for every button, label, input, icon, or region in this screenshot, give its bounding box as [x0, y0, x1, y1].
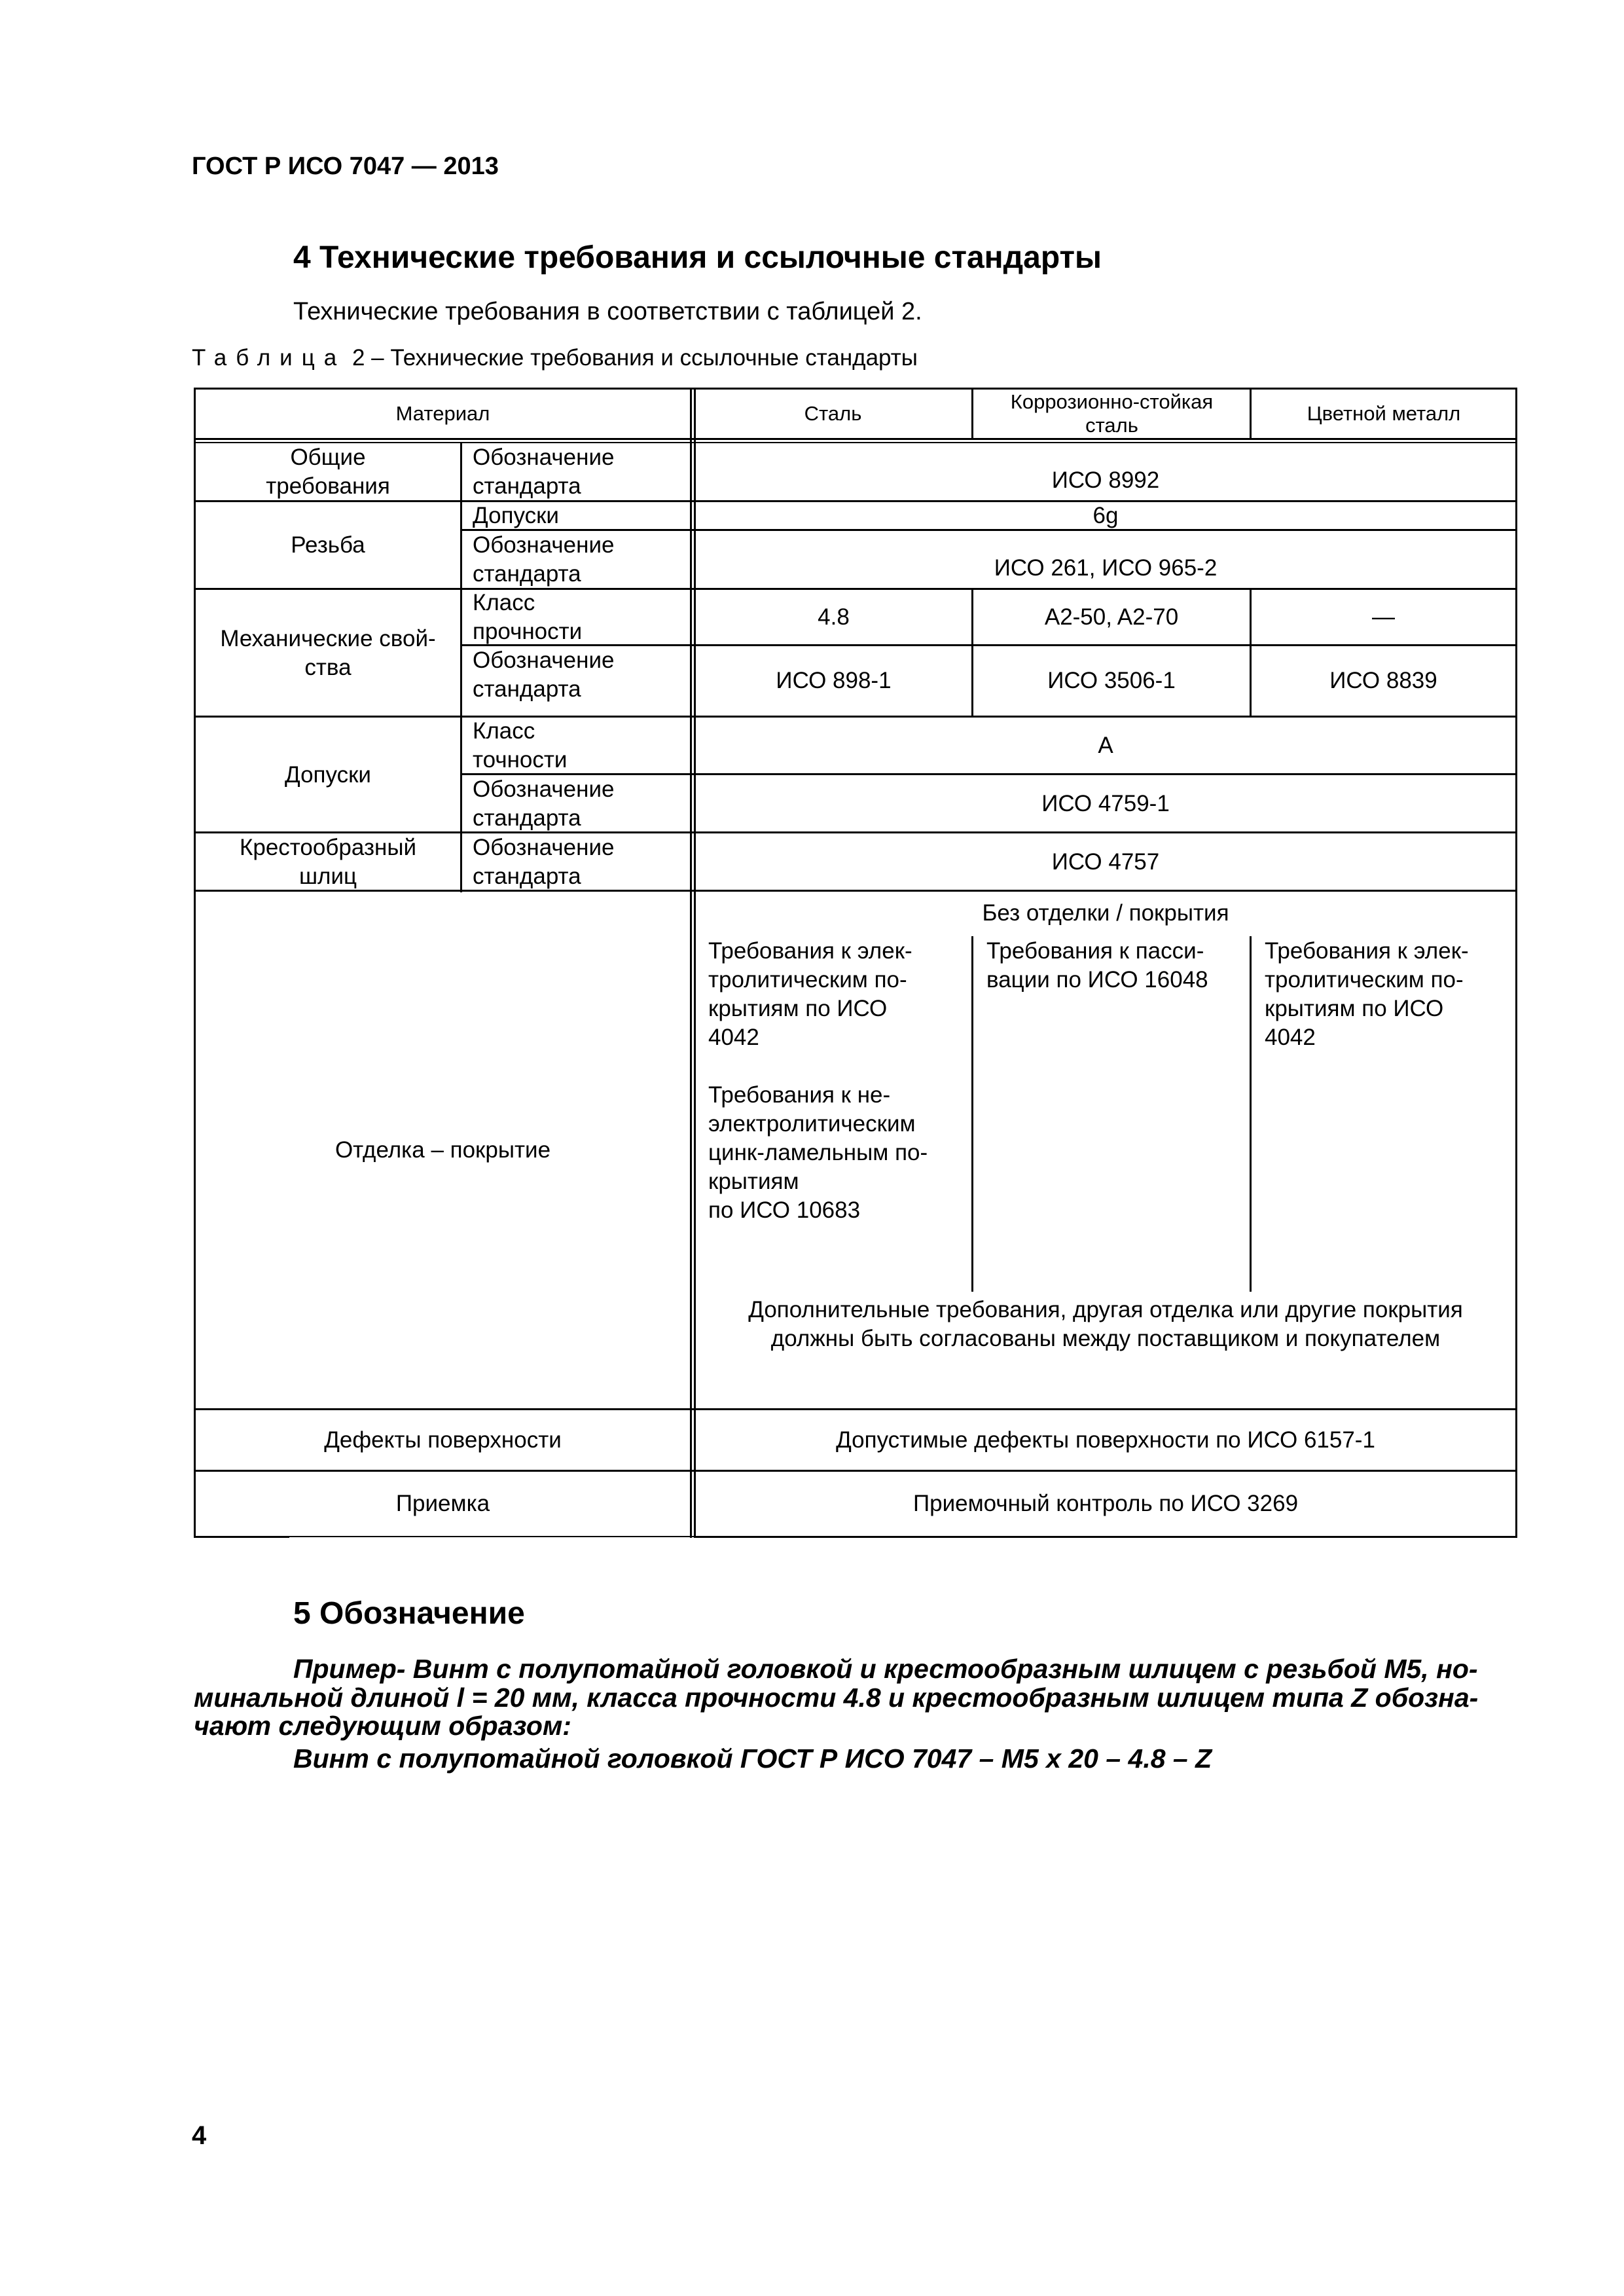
- finish-v2: [1250, 936, 1252, 1292]
- mech-std-stainless-value: ИСО 3506-1: [1047, 668, 1176, 693]
- row-acceptance-value: [696, 1472, 1515, 1536]
- table-border-right: [1515, 388, 1517, 1538]
- th-material-label: Материал: [395, 402, 490, 425]
- mech-class-line-1: Класс: [473, 590, 535, 615]
- th-stainless: [973, 388, 1250, 440]
- mech-class-steel-value: 4.8: [818, 604, 850, 630]
- page-number: 4: [192, 2121, 207, 2150]
- mech-class-line-2: прочности: [473, 619, 583, 644]
- finish-nonferrous-1: Требования к элек-: [1265, 938, 1469, 964]
- finish-note-line-1: Дополнительные требования, другая отделка или другие покрытия: [748, 1297, 1463, 1322]
- th-nonferrous-label: Цветной металл: [1307, 402, 1461, 425]
- row-acceptance-label: [196, 1472, 690, 1536]
- row-general-label: [196, 443, 460, 501]
- finish-stainless-1: Требования к пасси-: [986, 938, 1204, 964]
- thread-std-value: ИСО 261, ИСО 965-2: [994, 555, 1218, 581]
- cross-line-2: шлиц: [298, 863, 357, 889]
- finish-steel-text: [708, 937, 970, 1225]
- row-general-sub: [462, 443, 690, 501]
- example-line-4: Винт с полупотайной головкой ГОСТ Р ИСО 7047 – М5 x 20 – 4.8 – Z: [293, 1743, 1212, 1774]
- finish-nonferrous-3: крытиям по ИСО: [1265, 996, 1444, 1021]
- finish-note: [696, 1295, 1515, 1354]
- mech-std-steel: [696, 646, 971, 716]
- row-cross-sub: [462, 833, 690, 890]
- general-sub-line-2: стандарта: [473, 473, 581, 499]
- row-mech-label: [196, 590, 460, 716]
- row-defects-value: [696, 1410, 1515, 1470]
- finish-steel-b-3: цинк-ламельным по-: [708, 1140, 928, 1165]
- row-thread-std-value: [696, 539, 1515, 597]
- th-stainless-line-2: сталь: [1085, 414, 1138, 437]
- th-stainless-line-1: Коррозионно-стойкая: [1010, 390, 1214, 413]
- mech-line-2: ства: [304, 654, 352, 680]
- finish-v1: [971, 936, 973, 1292]
- table-caption-text: 2 – Технические требования и ссылочные стандарты: [346, 345, 918, 371]
- finish-steel-a-1: Требования к элек-: [708, 938, 912, 964]
- row-thread-label: [196, 502, 460, 589]
- finish-nonferrous-2: тролитическим по-: [1265, 967, 1464, 993]
- row-general-value: [696, 452, 1515, 509]
- finish-steel-a-4: 4042: [708, 1025, 759, 1050]
- cross-sub-line-1: Обозначение: [473, 834, 615, 860]
- thread-tol-value: 6g: [1092, 503, 1119, 528]
- tol-class-line-1: Класс: [473, 718, 535, 744]
- row-tol-label: [196, 718, 460, 832]
- general-sub-line-1: Обозначение: [473, 445, 615, 470]
- finish-steel-a-2: тролитическим по-: [708, 967, 907, 993]
- table-border-bottom-left: [194, 1536, 289, 1538]
- mech-std-nonferrous: [1252, 646, 1515, 716]
- mech-std-nonferrous-value: ИСО 8839: [1329, 668, 1437, 693]
- finish-steel-gap: [708, 1052, 970, 1081]
- tol-class-line-2: точности: [473, 747, 568, 773]
- acceptance-value: Приемочный контроль по ИСО 3269: [912, 1491, 1299, 1516]
- section-4-title: 4 Технические требования и ссылочные стандарты: [293, 240, 1102, 275]
- row-thread-tol-sub: [462, 502, 690, 530]
- mech-std-stainless: [973, 646, 1250, 716]
- mech-class-nonferrous: [1252, 590, 1515, 645]
- table-border-bottom-right: [695, 1536, 1517, 1538]
- mech-line-1: Механические свой-: [220, 625, 436, 651]
- row-thread-std-sub: [462, 531, 690, 589]
- tol-std-line-2: стандарта: [473, 805, 581, 831]
- cross-line-1: Крестообразный: [239, 834, 417, 860]
- example-line-1: Пример- Винт с полупотайной головкой и крестообразным шлицем с резьбой М5, но-: [293, 1654, 1478, 1684]
- table-caption-label: Таблица: [192, 345, 346, 371]
- finish-stainless-2: вации по ИСО 16048: [986, 967, 1208, 993]
- row-thread-tol-value: [696, 502, 1515, 530]
- finish-note-line-2: должны быть согласованы между поставщиком и покупателем: [770, 1326, 1441, 1351]
- row-mech-std-sub: [462, 646, 690, 704]
- finish-top-label: [696, 897, 1515, 930]
- cross-value: ИСО 4757: [1051, 848, 1160, 875]
- finish-steel-b-4: крытиям: [708, 1169, 799, 1194]
- general-line-1: Общие: [290, 445, 366, 470]
- mech-class-steel: [696, 590, 971, 645]
- defects-label: Дефекты поверхности: [324, 1427, 562, 1453]
- section-4-intro: Технические требования в соответствии с таблицей 2.: [293, 298, 922, 325]
- finish-label: Отделка – покрытие: [334, 1137, 551, 1163]
- row-cross-value: [696, 833, 1515, 890]
- row-tol-class-value: [696, 718, 1515, 774]
- th-material: [194, 388, 692, 440]
- cross-sub-line-2: стандарта: [473, 863, 581, 889]
- row-tol-std-value: [696, 775, 1515, 832]
- example-line-3: чают следующим образом:: [194, 1711, 571, 1741]
- document-header: ГОСТ Р ИСО 7047 — 2013: [192, 153, 499, 180]
- th-steel: [694, 388, 972, 440]
- mech-class-stainless: [973, 590, 1250, 645]
- thread-label: Резьба: [291, 532, 365, 558]
- row-cross-label: [196, 833, 460, 890]
- example-line-2: минальной длиной l = 20 мм, класса прочности 4.8 и крестообразным шлицем типа Z обозна-: [194, 1683, 1479, 1713]
- tol-std-value: ИСО 4759-1: [1041, 790, 1170, 816]
- th-nonferrous: [1252, 388, 1516, 440]
- thread-std-line-1: Обозначение: [473, 532, 615, 558]
- tol-label: Допуски: [285, 761, 371, 788]
- general-line-2: требования: [266, 473, 390, 499]
- thread-std-line-2: стандарта: [473, 561, 581, 587]
- th-steel-label: Сталь: [804, 402, 862, 425]
- mech-class-nonferrous-value: —: [1372, 604, 1395, 630]
- defects-value: Допустимые дефекты поверхности по ИСО 6157-1: [836, 1427, 1375, 1453]
- row-tol-std-sub: [462, 775, 690, 832]
- mech-std-line-2: стандарта: [473, 676, 581, 702]
- row-finish-label: [196, 892, 690, 1409]
- finish-stainless-text: [986, 937, 1248, 994]
- mech-std-steel-value: ИСО 898-1: [776, 668, 892, 693]
- row-defects-label: [196, 1410, 690, 1470]
- thread-tol-label: Допуски: [473, 503, 559, 528]
- table-caption: [192, 345, 918, 371]
- general-value: ИСО 8992: [1051, 467, 1160, 493]
- finish-steel-b-5: по ИСО 10683: [708, 1197, 861, 1223]
- finish-nonferrous-text: [1265, 937, 1513, 1052]
- acceptance-label: Приемка: [395, 1491, 490, 1516]
- finish-steel-b-1: Требования к не-: [708, 1082, 891, 1108]
- finish-top-text: Без отделки / покрытия: [982, 900, 1229, 926]
- row-mech-class-sub: [462, 590, 690, 645]
- tol-std-line-1: Обозначение: [473, 776, 615, 802]
- mech-std-line-1: Обозначение: [473, 647, 615, 673]
- finish-steel-a-3: крытиям по ИСО: [708, 996, 888, 1021]
- table-main-divider-a: [690, 388, 692, 1538]
- tol-class-value: А: [1098, 733, 1113, 758]
- finish-nonferrous-4: 4042: [1265, 1025, 1316, 1050]
- table-border-bottom-mid: [289, 1536, 695, 1537]
- mech-class-stainless-value: A2-50, A2-70: [1044, 604, 1179, 630]
- finish-steel-b-2: электролитическим: [708, 1111, 916, 1137]
- row-tol-class-sub: [462, 718, 690, 774]
- section-5-title: 5 Обозначение: [293, 1596, 525, 1631]
